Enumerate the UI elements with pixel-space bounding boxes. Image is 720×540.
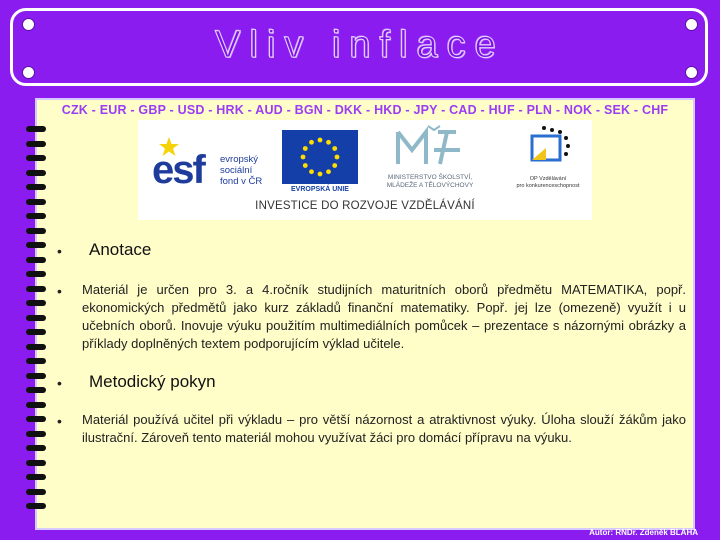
currency-strip: CZK - EUR - GBP - USD - HRK - AUD - BGN - DKK - HKD - JPY - CAD - HUF - PLN - NOK - SEK - CHF bbox=[61, 103, 669, 117]
esf-logo-text bbox=[220, 154, 262, 187]
esf-logo-word: esf bbox=[152, 148, 204, 192]
logo-footer-text: INVESTICE DO ROZVOJE VZDĚLÁVÁNÍ bbox=[255, 200, 475, 212]
spiral-ring bbox=[26, 213, 46, 219]
spiral-ring bbox=[26, 373, 46, 379]
spiral-ring bbox=[26, 445, 46, 451]
heading-metodicky-pokyn: Metodický pokyn bbox=[89, 372, 216, 391]
spiral-ring bbox=[26, 170, 46, 176]
slide-title: Vliv inflace bbox=[215, 24, 505, 66]
author-credit: Autor: RNDr. Zdeněk BLÁHA bbox=[589, 528, 698, 537]
spiral-ring bbox=[26, 503, 46, 509]
spiral-ring bbox=[26, 344, 46, 350]
eu-star bbox=[318, 172, 323, 177]
spiral-ring bbox=[26, 155, 46, 161]
eu-star bbox=[309, 140, 314, 145]
spiral-ring bbox=[26, 199, 46, 205]
spiral-ring bbox=[26, 126, 46, 132]
spiral-ring bbox=[26, 431, 46, 437]
spiral-ring bbox=[26, 402, 46, 408]
paragraph-anotace: Materiál je určen pro 3. a 4.ročník studijních maturitních oborů předmětu MATEMATIKA, popř. ekonomických předmětů jako kurz základů finanční matematiky. Popř. jej lze (omezeně) využít i u učebních oborů. Inovuje výuku použitím multimediálních pomůcek – prezentace s názornými obrázky a příklady doplněných textem podporujícím výklad učitele. bbox=[82, 282, 686, 351]
msmt-line-2: MLÁDEŽE A TĚLOVÝCHOVY bbox=[386, 182, 474, 189]
eu-star bbox=[303, 146, 308, 151]
spiral-ring bbox=[26, 228, 46, 234]
spiral-ring bbox=[26, 387, 46, 393]
spiral-ring bbox=[26, 489, 46, 495]
spiral-ring bbox=[26, 286, 46, 292]
esf-line-1: evropský bbox=[220, 154, 259, 165]
bullet-anotace-text: • bbox=[57, 283, 62, 299]
eu-star bbox=[303, 163, 308, 168]
op-text bbox=[510, 176, 586, 190]
bullet-anotace: • bbox=[57, 243, 62, 259]
spiral-ring bbox=[26, 141, 46, 147]
spiral-ring bbox=[26, 242, 46, 248]
eu-star bbox=[301, 155, 306, 160]
spiral-ring bbox=[26, 416, 46, 422]
eu-star bbox=[326, 140, 331, 145]
spiral-ring bbox=[26, 460, 46, 466]
eu-star bbox=[309, 169, 314, 174]
eu-star bbox=[318, 138, 323, 143]
esf-line-2: sociální bbox=[220, 165, 253, 176]
eu-label: EVROPSKÁ UNIE bbox=[291, 186, 349, 193]
bullet-metodicky-text: • bbox=[57, 413, 62, 429]
eu-star bbox=[335, 155, 340, 160]
bullet-metodicky: • bbox=[57, 375, 62, 391]
corner-dot-bottom-right bbox=[685, 66, 698, 79]
logo-strip bbox=[138, 120, 592, 220]
op-line-2: pro konkurenceschopnost bbox=[516, 183, 580, 189]
spiral-ring bbox=[26, 271, 46, 277]
eu-star bbox=[332, 163, 337, 168]
eu-star bbox=[332, 146, 337, 151]
esf-line-3: fond v ČR bbox=[220, 176, 263, 187]
spiral-ring bbox=[26, 358, 46, 364]
eu-flag-icon bbox=[282, 130, 358, 184]
spiral-ring bbox=[26, 257, 46, 263]
op-line-1: OP Vzdělávání bbox=[529, 176, 567, 182]
spiral-ring bbox=[26, 315, 46, 321]
eu-star bbox=[326, 169, 331, 174]
spiral-ring bbox=[26, 329, 46, 335]
msmt-line-1: MINISTERSTVO ŠKOLSTVÍ, bbox=[387, 174, 473, 181]
corner-dot-bottom-left bbox=[22, 66, 35, 79]
spiral-ring bbox=[26, 184, 46, 190]
paragraph-metodicky-pokyn: Materiál používá učitel při výkladu – pro větší názornost a atraktivnost výuky. Úloha slouží žákům jako ilustrační. Zároveň tento materiál mohou využívat žáci pro domácí přípravu na výuku. bbox=[82, 412, 686, 445]
spiral-ring bbox=[26, 474, 46, 480]
notebook-spiral bbox=[26, 126, 48, 516]
esf-star-icon bbox=[158, 136, 180, 158]
msmt-text bbox=[366, 174, 494, 190]
heading-anotace: Anotace bbox=[89, 240, 152, 259]
spiral-ring bbox=[26, 300, 46, 306]
